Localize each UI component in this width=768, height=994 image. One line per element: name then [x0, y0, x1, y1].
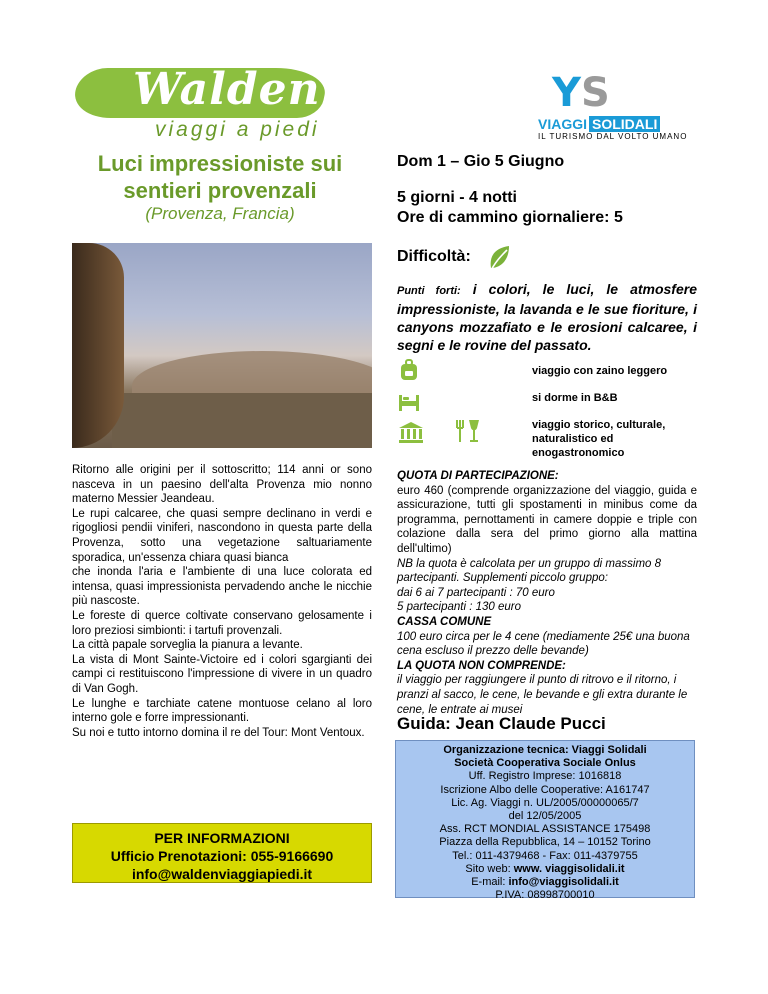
org-line: del 12/05/2005	[508, 810, 582, 823]
story-paragraph: Ritorno alle origini per il sottoscritto; 114 anni or sono nasceva in un paesino dell'alta Provenza mio nonno materno Messier Jeandeau.	[72, 464, 372, 506]
story-paragraph: La vista di Mont Sainte-Victoire ed i colori sgargianti dei campi ci restituiscono l'impressione di vivere in un quadro di Van Gogh.	[72, 653, 372, 695]
feature-culture-text: viaggio storico, culturale, naturalistico ed enogastronomico	[532, 419, 666, 459]
viaggi-solidali-logo	[530, 70, 690, 140]
org-line: Ass. RCT MONDIAL ASSISTANCE 175498	[439, 823, 651, 836]
cassa-heading: CASSA COMUNE	[397, 615, 492, 628]
story-paragraph: Le rupi calcaree, che quasi sempre declinano in verdi e rigogliosi pendii viniferi, nascondono in questa parte della Provenza, sotto una vegetazione saltuariamente sporadica, un'essenza chiara quasi bianca	[72, 507, 372, 564]
walden-logo-word: Walden	[133, 64, 321, 115]
price-supplement-1: dai 6 ai 7 partecipanti : 70 euro	[397, 586, 555, 599]
price-main: euro 460 (comprende organizzazione del viaggio, guida e assicurazione, tutti gli spostamenti in minibus come da programma, pernottamenti in camere doppie e triple con colazione dalla sera del primo giorno alla mattina dell'ultimo)	[397, 484, 697, 555]
vs-logo-y: Y	[552, 70, 581, 116]
walden-logo-tagline: viaggi a piedi	[155, 118, 320, 141]
price-note: NB la quota è calcolata per un gruppo di massimo 8 partecipanti. Supplementi piccolo gruppo:	[397, 557, 662, 585]
story-paragraph: Le foreste di querce coltivate conservano gelosamente i loro preziosi simbionti: i tartufi provenzali.	[72, 609, 372, 637]
info-phone: Ufficio Prenotazioni: 055-9166690	[110, 848, 334, 864]
landscape-photo	[72, 243, 372, 448]
org-email-label: E-mail:	[471, 876, 509, 889]
org-line: Società Cooperativa Sociale Onlus	[454, 757, 636, 770]
vs-logo-s: S	[580, 70, 610, 116]
walden-logo	[75, 62, 325, 142]
trip-duration	[397, 188, 623, 228]
strengths-paragraph	[397, 280, 697, 354]
vs-logo-brand	[538, 116, 660, 132]
feature-bed-text: si dorme in B&B	[532, 392, 618, 404]
price-supplement-2: 5 partecipanti : 130 euro	[397, 601, 522, 614]
trip-dates: Dom 1 – Gio 5 Giugno	[397, 153, 565, 170]
backpack-icon	[398, 359, 420, 381]
story-paragraph: Le lunghe e tarchiate catene montuose celano al loro interno gole e forre impressionanti.	[72, 697, 372, 725]
strengths-text: i colori, le luci, le atmosfere impressioniste, la lavanda e le sue fioriture, i canyons mozzafiato e le erosioni calcaree, i segni e le rovine del passato.	[397, 281, 697, 353]
museum-icon	[398, 421, 424, 443]
difficulty-label: Difficoltà:	[397, 248, 471, 265]
organization-box	[395, 740, 695, 902]
info-email[interactable]: info@waldenviaggiapiedi.it	[131, 866, 313, 882]
org-web	[396, 863, 694, 876]
story-paragraph: Su noi e tutto intorno domina il re del Tour: Mont Ventoux.	[72, 726, 365, 739]
org-line: Iscrizione Albo delle Cooperative: A161747	[440, 783, 650, 796]
photo-rock	[72, 243, 124, 448]
duration-walking-hours: Ore di cammino giornaliere: 5	[397, 209, 623, 226]
org-line: P.IVA: 08998700010	[495, 889, 595, 902]
photo-ground	[112, 393, 372, 448]
story-paragraph: La città papale sorveglia la pianura a levante.	[72, 639, 303, 652]
vs-logo-tagline: IL TURISMO DAL VOLTO UMANO	[538, 132, 688, 141]
exclusions-text: il viaggio per raggiungere il punto di ritrovo e il ritorno, i pranzi al sacco, le cene, le bevande e gli extra durante le cene, le entrate ai musei	[397, 674, 688, 716]
cassa-text: 100 euro circa per le 4 cene (mediamente 25€ una buona cena escluso il prezzo delle bevande)	[397, 630, 690, 658]
org-email-link[interactable]: info@viaggisolidali.it	[508, 876, 619, 889]
org-line: Organizzazione tecnica: Viaggi Solidali	[443, 744, 647, 756]
vs-brand-solidali: SOLIDALI	[589, 116, 660, 132]
trip-location: (Provenza, Francia)	[145, 204, 295, 223]
exclusions-heading: LA QUOTA NON COMPRENDE:	[397, 659, 566, 672]
bed-icon	[398, 391, 420, 413]
strengths-label: Punti forti:	[397, 285, 461, 297]
dining-icon	[454, 418, 482, 444]
org-line: Lic. Ag. Viaggi n. UL/2005/00000065/7	[451, 796, 639, 809]
info-box	[72, 823, 372, 883]
vs-brand-viaggi: VIAGGI	[538, 116, 588, 132]
trip-title: Luci impressioniste sui sentieri provenzali	[97, 151, 343, 203]
feature-backpack-text: viaggio con zaino leggero	[532, 365, 668, 377]
org-line: Piazza della Repubblica, 14 – 10152 Torino	[439, 836, 651, 849]
duration-days: 5 giorni - 4 notti	[397, 189, 517, 206]
org-web-label: Sito web:	[465, 862, 514, 875]
org-line: Tel.: 011-4379468 - Fax: 011-4379755	[452, 849, 638, 862]
org-email	[396, 876, 694, 889]
info-heading: PER INFORMAZIONI	[154, 830, 290, 846]
leaf-icon	[485, 244, 513, 276]
org-web-link[interactable]: www. viaggisolidali.it	[513, 862, 625, 875]
price-heading: QUOTA DI PARTECIPAZIONE:	[397, 470, 559, 482]
price-section	[397, 469, 697, 717]
story-text	[72, 463, 372, 740]
guide-name: Guida: Jean Claude Pucci	[397, 714, 606, 733]
story-paragraph: che inonda l'aria e l'ambiente di una luce colorata ed intensa, quasi impressionista pervadendo anche le nicchie più nascoste.	[72, 566, 372, 608]
vs-logo-mark	[552, 70, 610, 116]
org-line: Uff. Registro Imprese: 1016818	[468, 770, 622, 783]
